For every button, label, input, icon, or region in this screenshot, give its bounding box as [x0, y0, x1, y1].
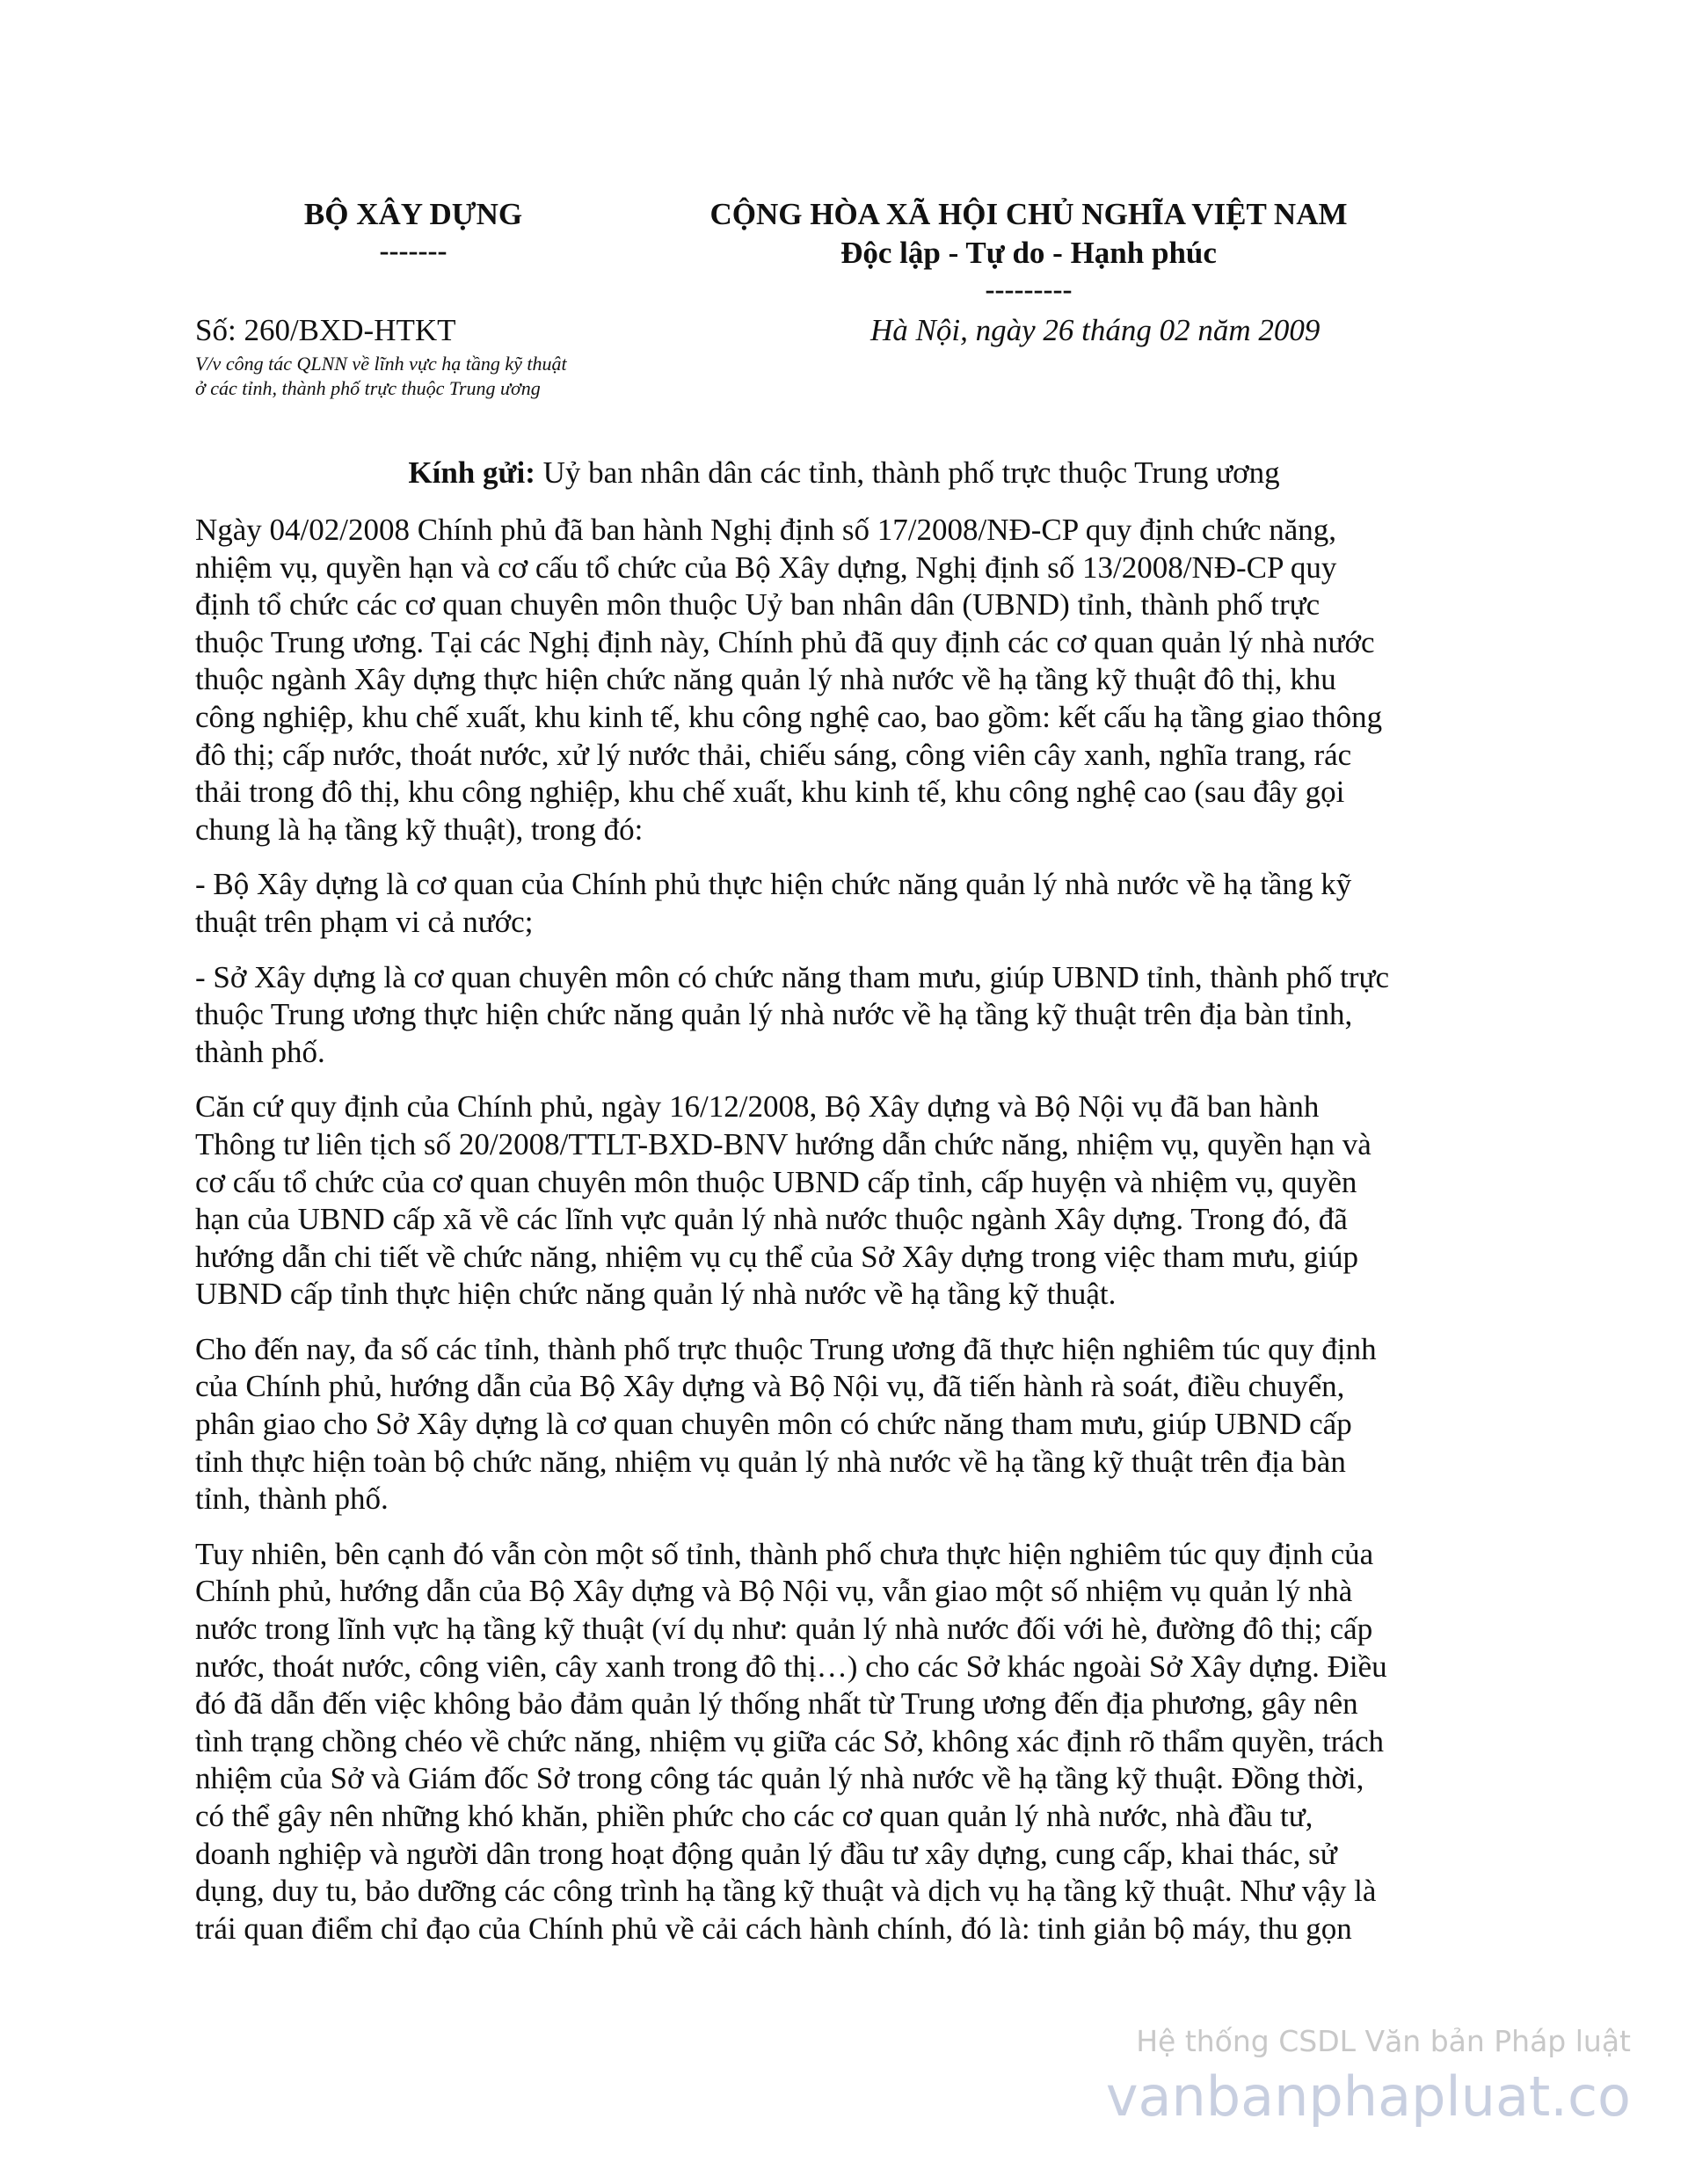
paragraph-line: thuộc ngành Xây dựng thực hiện chức năng quản lý nhà nước về hạ tầng kỹ thuật đô thị, khu [195, 662, 1336, 697]
watermark-logo: vanbanphapluat.co [1105, 2064, 1631, 2129]
paragraph-line: chung là hạ tầng kỹ thuật), trong đó: [195, 812, 644, 847]
paragraph-line: nước trong lĩnh vực hạ tầng kỹ thuật (ví dụ như: quản lý nhà nước đối với hè, đường đô thị; cấp [195, 1612, 1373, 1647]
greeting-label: Kính gửi: [408, 455, 535, 490]
paragraph-line: trái quan điểm chỉ đạo của Chính phủ về cải cách hành chính, đó là: tinh giản bộ máy, thu gọn [195, 1911, 1352, 1946]
paragraph-line: thuật trên phạm vi cả nước; [195, 904, 534, 939]
paragraph-line: đó đã dẫn đến việc không bảo đảm quản lý thống nhất từ Trung ương đến địa phương, gây nên [195, 1686, 1358, 1722]
national-header [633, 195, 1424, 308]
paragraph-line: cơ cấu tổ chức của cơ quan chuyên môn thuộc UBND cấp tỉnh, cấp huyện và nhiệm vụ, quyền [195, 1164, 1357, 1199]
paragraph-line: thuộc Trung ương thực hiện chức năng quản lý nhà nước về hạ tầng kỹ thuật trên địa bàn tỉnh, [195, 997, 1353, 1032]
greeting [0, 454, 1688, 492]
paragraph-line: thuộc Trung ương. Tại các Nghị định này, Chính phủ đã quy định các cơ quan quản lý nhà nước [195, 624, 1375, 659]
paragraph-line: Tuy nhiên, bên cạnh đó vẫn còn một số tỉnh, thành phố chưa thực hiện nghiêm túc quy định của [195, 1536, 1374, 1571]
paragraph-line: hướng dẫn chi tiết về chức năng, nhiệm vụ cụ thể của Sở Xây dựng trong việc tham mưu, giúp [195, 1239, 1359, 1274]
paragraph-line: Căn cứ quy định của Chính phủ, ngày 16/12/2008, Bộ Xây dựng và Bộ Nội vụ đã ban hành [195, 1089, 1320, 1125]
paragraph-line: hạn của UBND cấp xã về các lĩnh vực quản lý nhà nước thuộc ngành Xây dựng. Trong đó, đã [195, 1202, 1348, 1237]
paragraph-line: phân giao cho Sở Xây dựng là cơ quan chuyên môn có chức năng tham mưu, giúp UBND cấp [195, 1407, 1352, 1442]
body-paragraph [195, 1088, 1495, 1314]
paragraph-line: nhiệm vụ, quyền hạn và cơ cấu tổ chức của Bộ Xây dựng, Nghị định số 13/2008/NĐ-CP quy [195, 550, 1337, 585]
watermark-caption: Hệ thống CSDL Văn bản Pháp luật [1136, 2024, 1631, 2058]
subject-line: V/v công tác QLNN về lĩnh vực hạ tầng kỹ thuật [195, 353, 567, 375]
paragraph-line: - Sở Xây dựng là cơ quan chuyên môn có chức năng tham mưu, giúp UBND tỉnh, thành phố trực [195, 959, 1390, 994]
paragraph-line: doanh nghiệp và người dân trong hoạt động quản lý đầu tư xây dựng, cung cấp, khai thác, sử [195, 1836, 1337, 1871]
document-number: Số: 260/BXD-HTKT [195, 313, 456, 347]
document-subject [195, 352, 567, 401]
body-paragraph [195, 512, 1495, 848]
paragraph-line: nước, thoát nước, công viên, cây xanh trong đô thị…) cho các Sở khác ngoài Sở Xây dựng. Điều [195, 1649, 1387, 1684]
subject-line: ở các tỉnh, thành phố trực thuộc Trung ương [195, 377, 541, 399]
paragraph-line: Chính phủ, hướng dẫn của Bộ Xây dựng và Bộ Nội vụ, vẫn giao một số nhiệm vụ quản lý nhà [195, 1574, 1353, 1609]
body-paragraph [195, 1536, 1495, 1948]
motto: Độc lập - Tự do - Hạnh phúc [840, 236, 1217, 270]
paragraph-line: thải trong đô thị, khu công nghiệp, khu chế xuất, khu kinh tế, khu công nghệ cao (sau đây gọi [195, 775, 1345, 810]
greeting-recipient: Uỷ ban nhân dân các tỉnh, thành phố trực thuộc Trung ương [542, 455, 1280, 490]
body-paragraph [195, 1331, 1495, 1518]
paragraph-line: công nghiệp, khu chế xuất, khu kinh tế, khu công nghệ cao, bao gồm: kết cấu hạ tầng giao thông [195, 699, 1383, 734]
agency-rule: ------- [379, 236, 447, 267]
paragraph-line: định tổ chức các cơ quan chuyên môn thuộc Uỷ ban nhân dân (UBND) tỉnh, thành phố trực [195, 587, 1321, 622]
body-paragraph [195, 866, 1495, 941]
paragraph-line: thành phố. [195, 1034, 325, 1069]
paragraph-line: của Chính phủ, hướng dẫn của Bộ Xây dựng và Bộ Nội vụ, đã tiến hành rà soát, điều chuyển, [195, 1369, 1345, 1404]
paragraph-line: - Bộ Xây dựng là cơ quan của Chính phủ thực hiện chức năng quản lý nhà nước về hạ tầng kỹ [195, 867, 1352, 902]
paragraph-line: Cho đến nay, đa số các tỉnh, thành phố trực thuộc Trung ương đã thực hiện nghiêm túc quy định [195, 1331, 1377, 1366]
nation-name: CỘNG HÒA XÃ HỘI CHỦ NGHĨA VIỆT NAM [709, 197, 1348, 231]
paragraph-line: nhiệm của Sở và Giám đốc Sở trong công tác quản lý nhà nước về hạ tầng kỹ thuật. Đồng thời, [195, 1761, 1364, 1796]
agency-name: BỘ XÂY DỰNG [303, 197, 523, 231]
paragraph-line: dụng, duy tu, bảo dưỡng các công trình hạ tầng kỹ thuật và dịch vụ hạ tầng kỹ thuật. Như vậy là [195, 1874, 1377, 1909]
motto-rule: --------- [985, 274, 1073, 306]
paragraph-line: tỉnh, thành phố. [195, 1481, 389, 1517]
body-paragraph [195, 959, 1495, 1072]
paragraph-line: tình trạng chồng chéo về chức năng, nhiệm vụ giữa các Sở, không xác định rõ thẩm quyền, trách [195, 1723, 1385, 1758]
agency-block [229, 195, 598, 269]
paragraph-line: Thông tư liên tịch số 20/2008/TTLT-BXD-BNV hướng dẫn chức năng, nhiệm vụ, quyền hạn và [195, 1126, 1372, 1161]
paragraph-line: tỉnh thực hiện toàn bộ chức năng, nhiệm vụ quản lý nhà nước về hạ tầng kỹ thuật trên địa bàn [195, 1444, 1346, 1479]
paragraph-line: có thể gây nên những khó khăn, phiền phức cho các cơ quan quản lý nhà nước, nhà đầu tư, [195, 1799, 1313, 1833]
document-date: Hà Nội, ngày 26 tháng 02 năm 2009 [870, 313, 1321, 347]
paragraph-line: Ngày 04/02/2008 Chính phủ đã ban hành Nghị định số 17/2008/NĐ-CP quy định chức năng, [195, 513, 1336, 547]
paragraph-line: UBND cấp tỉnh thực hiện chức năng quản lý nhà nước về hạ tầng kỹ thuật. [195, 1277, 1117, 1312]
paragraph-line: đô thị; cấp nước, thoát nước, xử lý nước thải, chiếu sáng, công viên cây xanh, nghĩa trang, rác [195, 737, 1352, 772]
document-body [195, 512, 1495, 1965]
